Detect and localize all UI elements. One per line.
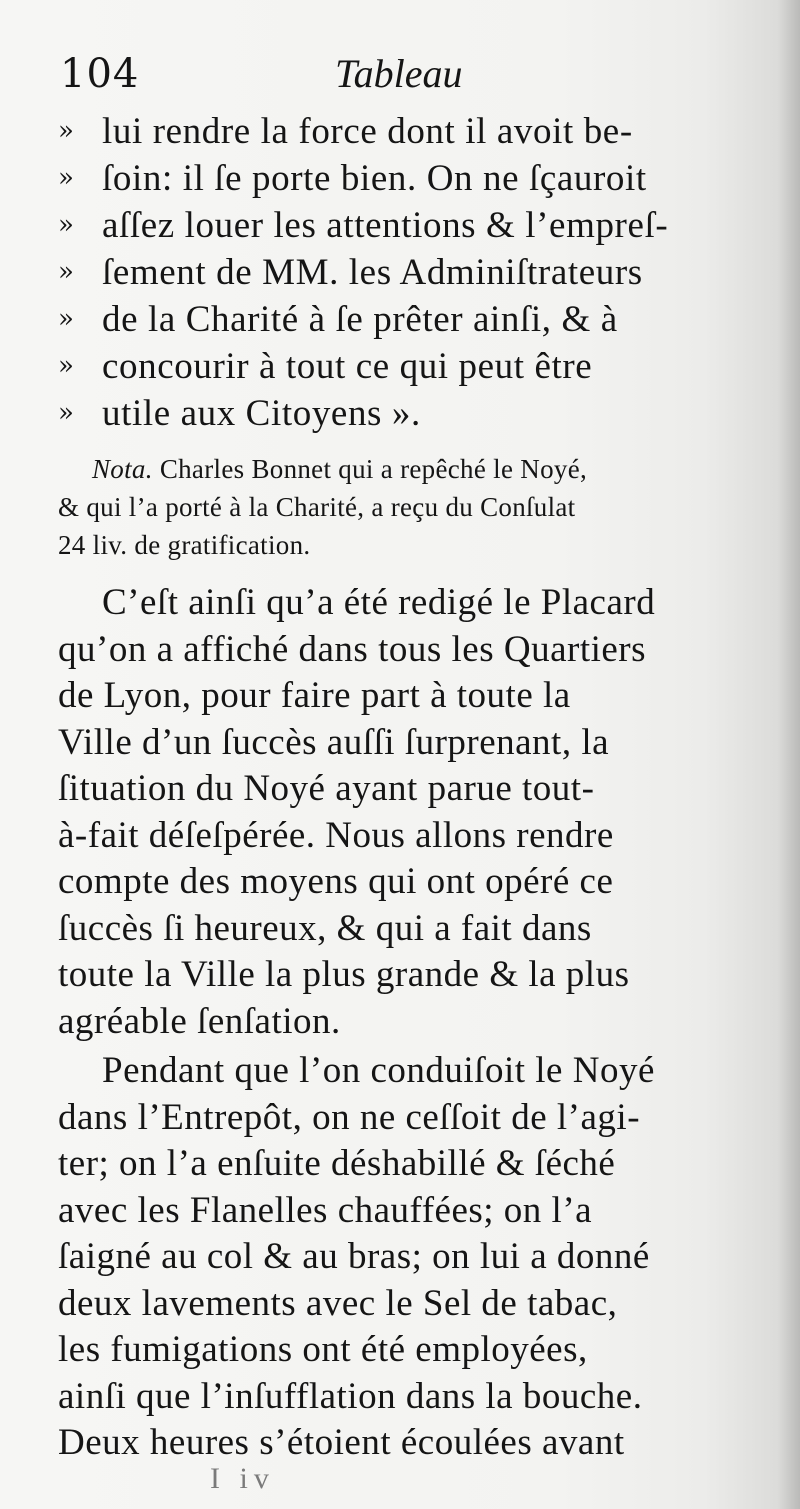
paragraph-line: qu’on a affiché dans tous les Quartiers — [58, 628, 647, 670]
quote-line — [58, 343, 748, 390]
quote-line-text: ſoin: il ſe porte bien. On ne ſçauroit — [102, 158, 647, 199]
nota-footnote — [58, 450, 748, 564]
paragraph-line: compte des moyens qui ont opéré ce — [58, 861, 614, 902]
quote-line — [58, 249, 748, 296]
nota-label: Nota. — [92, 454, 153, 484]
paragraph-line: Ville d’un ſuccès auſſi ſurprenant, la — [58, 721, 610, 763]
nota-line-text: Charles Bonnet qui a repêché le Noyé, — [159, 454, 588, 484]
paragraph-line: ſuccès ſi heureux, & qui a fait dans — [58, 907, 592, 949]
quote-line — [58, 390, 748, 437]
quote-line-text: ſement de MM. les Adminiſtrateurs — [102, 252, 643, 293]
quote-line — [58, 108, 748, 155]
quote-mark: » — [58, 116, 74, 146]
quote-line-text: de la Charité à ſe prêter ainſi, & à — [102, 299, 618, 340]
nota-line — [58, 450, 748, 488]
quote-mark: » — [58, 398, 74, 428]
running-title: Tableau — [335, 51, 463, 96]
paragraph-line: les fumigations ont été employées, — [58, 1329, 588, 1370]
page-edge-shadow — [778, 0, 800, 1509]
paragraph-line: de Lyon, pour faire part à toute la — [58, 675, 571, 716]
paragraph-line: dans l’Entrepôt, on ne ceſſoit de l’agi- — [58, 1096, 641, 1138]
quote-line — [58, 155, 748, 202]
signature-mark: I iv — [210, 1462, 275, 1495]
paragraph-line: avec les Flanelles chauffées; on l’a — [58, 1189, 593, 1231]
page-header — [60, 44, 750, 104]
paragraph-line: ſaigné au col & au bras; on lui a donné — [58, 1236, 650, 1277]
quote-line-text: concourir à tout ce qui peut être — [102, 346, 593, 387]
quote-mark: » — [58, 210, 74, 240]
quote-line — [58, 202, 748, 249]
paragraph-line: toute la Ville la plus grande & la plus — [58, 954, 630, 995]
quote-mark: » — [58, 163, 74, 193]
paragraph-line: deux lavements avec le Sel de tabac, — [58, 1282, 618, 1324]
quote-mark: » — [58, 304, 74, 334]
quote-mark: » — [58, 257, 74, 287]
paragraph-line: Pendant que l’on conduiſoit le Noyé — [102, 1050, 655, 1091]
body-text — [58, 580, 748, 1467]
paragraph-line: agréable ſenſation. — [58, 1000, 341, 1042]
quoted-placard-text — [58, 108, 748, 437]
paragraph-line: ainſi que l’inſufflation dans la bouche. — [58, 1375, 643, 1417]
paragraph-line: ſituation du Noyé ayant parue tout- — [58, 768, 595, 809]
paragraph-line: à-fait déſeſpérée. Nous allons rendre — [58, 814, 614, 856]
quote-line-text: lui rendre la force dont il avoit be- — [102, 111, 633, 152]
nota-line: & qui l’a porté à la Charité, a reçu du Conſulat — [58, 492, 576, 522]
quote-line-text: aſſez louer les attentions & l’empreſ- — [102, 205, 669, 246]
page-number: 104 — [60, 51, 140, 97]
quote-line — [58, 296, 748, 343]
quote-line-text: utile aux Citoyens ». — [102, 393, 421, 434]
quote-mark: » — [58, 351, 74, 381]
nota-line: 24 liv. de gratification. — [58, 530, 311, 560]
paragraph-line: Deux heures s’étoient écoulées avant — [58, 1422, 625, 1463]
paragraph-line: ter; on l’a enſuite déshabillé & ſéché — [58, 1143, 616, 1184]
paragraph-line: C’eſt ainſi qu’a été redigé le Placard — [102, 582, 656, 623]
